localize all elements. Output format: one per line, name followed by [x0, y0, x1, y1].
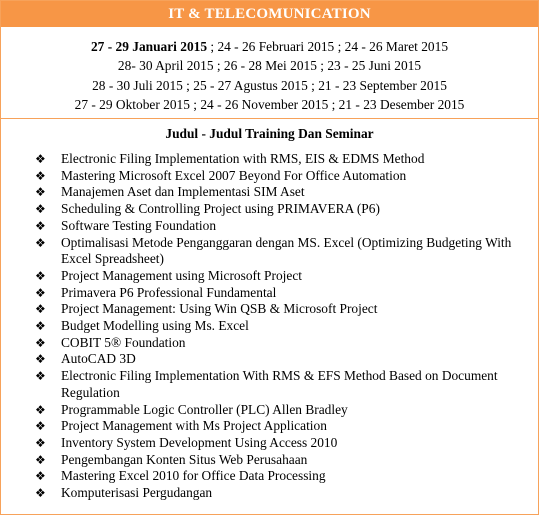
diamond-bullet-icon: ❖ [35, 469, 46, 484]
diamond-bullet-icon: ❖ [35, 419, 46, 434]
training-list-item [35, 151, 530, 168]
diamond-bullet-icon: ❖ [35, 168, 46, 183]
schedule-line-4: 27 - 29 Oktober 2015 ; 24 - 26 November 2015 ; 21 - 23 Desember 2015 [74, 97, 465, 113]
diamond-bullet-icon: ❖ [35, 218, 46, 233]
training-item-label: Electronic Filing Implementation With RMS & EFS Method Based on Document Regulation [61, 368, 498, 400]
training-list-item [35, 485, 530, 502]
diamond-bullet-icon: ❖ [35, 335, 46, 350]
schedule-line-1-rest: ; 24 - 26 Februari 2015 ; 24 - 26 Maret 2015 [207, 39, 449, 54]
training-item-label: Mastering Microsoft Excel 2007 Beyond For Office Automation [61, 167, 407, 183]
schedule-line-2: 28- 30 April 2015 ; 26 - 28 Mei 2015 ; 23 - 25 Juni 2015 [117, 58, 422, 74]
training-list-item [35, 184, 530, 201]
schedule-line-3: 28 - 30 Juli 2015 ; 25 - 27 Agustus 2015 ; 21 - 23 September 2015 [92, 77, 447, 93]
training-list-item [35, 318, 530, 335]
training-list-item [35, 435, 530, 452]
training-list-item [35, 335, 530, 352]
diamond-bullet-icon: ❖ [35, 452, 46, 467]
diamond-bullet-icon: ❖ [35, 319, 46, 334]
training-item-label: Pengembangan Konten Situs Web Perusahaan [61, 451, 308, 467]
training-item-label: Programmable Logic Controller (PLC) Allen Bradley [61, 401, 348, 417]
training-item-label: Scheduling & Controlling Project using PRIMAVERA (P6) [61, 201, 380, 217]
training-item-label: Mastering Excel 2010 for Office Data Processing [61, 468, 326, 484]
training-list-item [35, 201, 530, 218]
section-divider [1, 118, 538, 119]
diamond-bullet-icon: ❖ [35, 402, 46, 417]
training-item-label: AutoCAD 3D [61, 351, 136, 367]
diamond-bullet-icon: ❖ [35, 369, 46, 384]
schedule-first-date: 27 - 29 Januari 2015 [90, 39, 208, 54]
training-list-item [35, 351, 530, 368]
training-list-item [35, 235, 530, 268]
training-list-item [35, 402, 530, 419]
training-item-label: Optimalisasi Metode Penganggaran dengan MS. Excel (Optimizing Budgeting With Excel Spreadsheet) [61, 234, 512, 267]
diamond-bullet-icon: ❖ [35, 486, 46, 501]
diamond-bullet-icon: ❖ [35, 352, 46, 367]
training-list-item [35, 168, 530, 185]
section-title: Judul - Judul Training Dan Seminar [165, 126, 374, 141]
schedule-dates [1, 37, 538, 115]
diamond-bullet-icon: ❖ [35, 285, 46, 300]
training-item-label: Inventory System Development Using Access 2010 [61, 434, 338, 450]
diamond-bullet-icon: ❖ [35, 435, 46, 450]
diamond-bullet-icon: ❖ [35, 152, 46, 166]
training-list-item [35, 368, 530, 401]
diamond-bullet-icon: ❖ [35, 268, 46, 283]
training-item-label: COBIT 5® Foundation [61, 334, 186, 350]
diamond-bullet-icon: ❖ [35, 202, 46, 217]
training-item-label: Project Management using Microsoft Project [61, 267, 302, 283]
training-item-label: Electronic Filing Implementation with RMS, EIS & EDMS Method [61, 151, 425, 166]
training-item-label: Primavera P6 Professional Fundamental [61, 284, 277, 300]
training-item-label: Manajemen Aset dan Implementasi SIM Aset [61, 184, 305, 200]
training-list-item [35, 468, 530, 485]
category-title: IT & TELECOMUNICATION [1, 1, 538, 27]
training-item-label: Budget Modelling using Ms. Excel [61, 318, 249, 334]
training-list [35, 151, 530, 502]
diamond-bullet-icon: ❖ [35, 185, 46, 200]
training-list-item [35, 268, 530, 285]
diamond-bullet-icon: ❖ [35, 235, 46, 250]
diamond-bullet-icon: ❖ [35, 302, 46, 317]
training-item-label: Project Management with Ms Project Application [61, 418, 327, 434]
training-item-label: Software Testing Foundation [61, 217, 217, 233]
training-item-label: Komputerisasi Pergudangan [61, 485, 213, 501]
training-list-item [35, 301, 530, 318]
training-list-item [35, 452, 530, 469]
training-list-item [35, 418, 530, 435]
training-item-label: Project Management: Using Win QSB & Microsoft Project [61, 301, 378, 317]
training-list-item [35, 285, 530, 302]
training-list-item [35, 218, 530, 235]
schedule-line-1 [1, 37, 538, 56]
